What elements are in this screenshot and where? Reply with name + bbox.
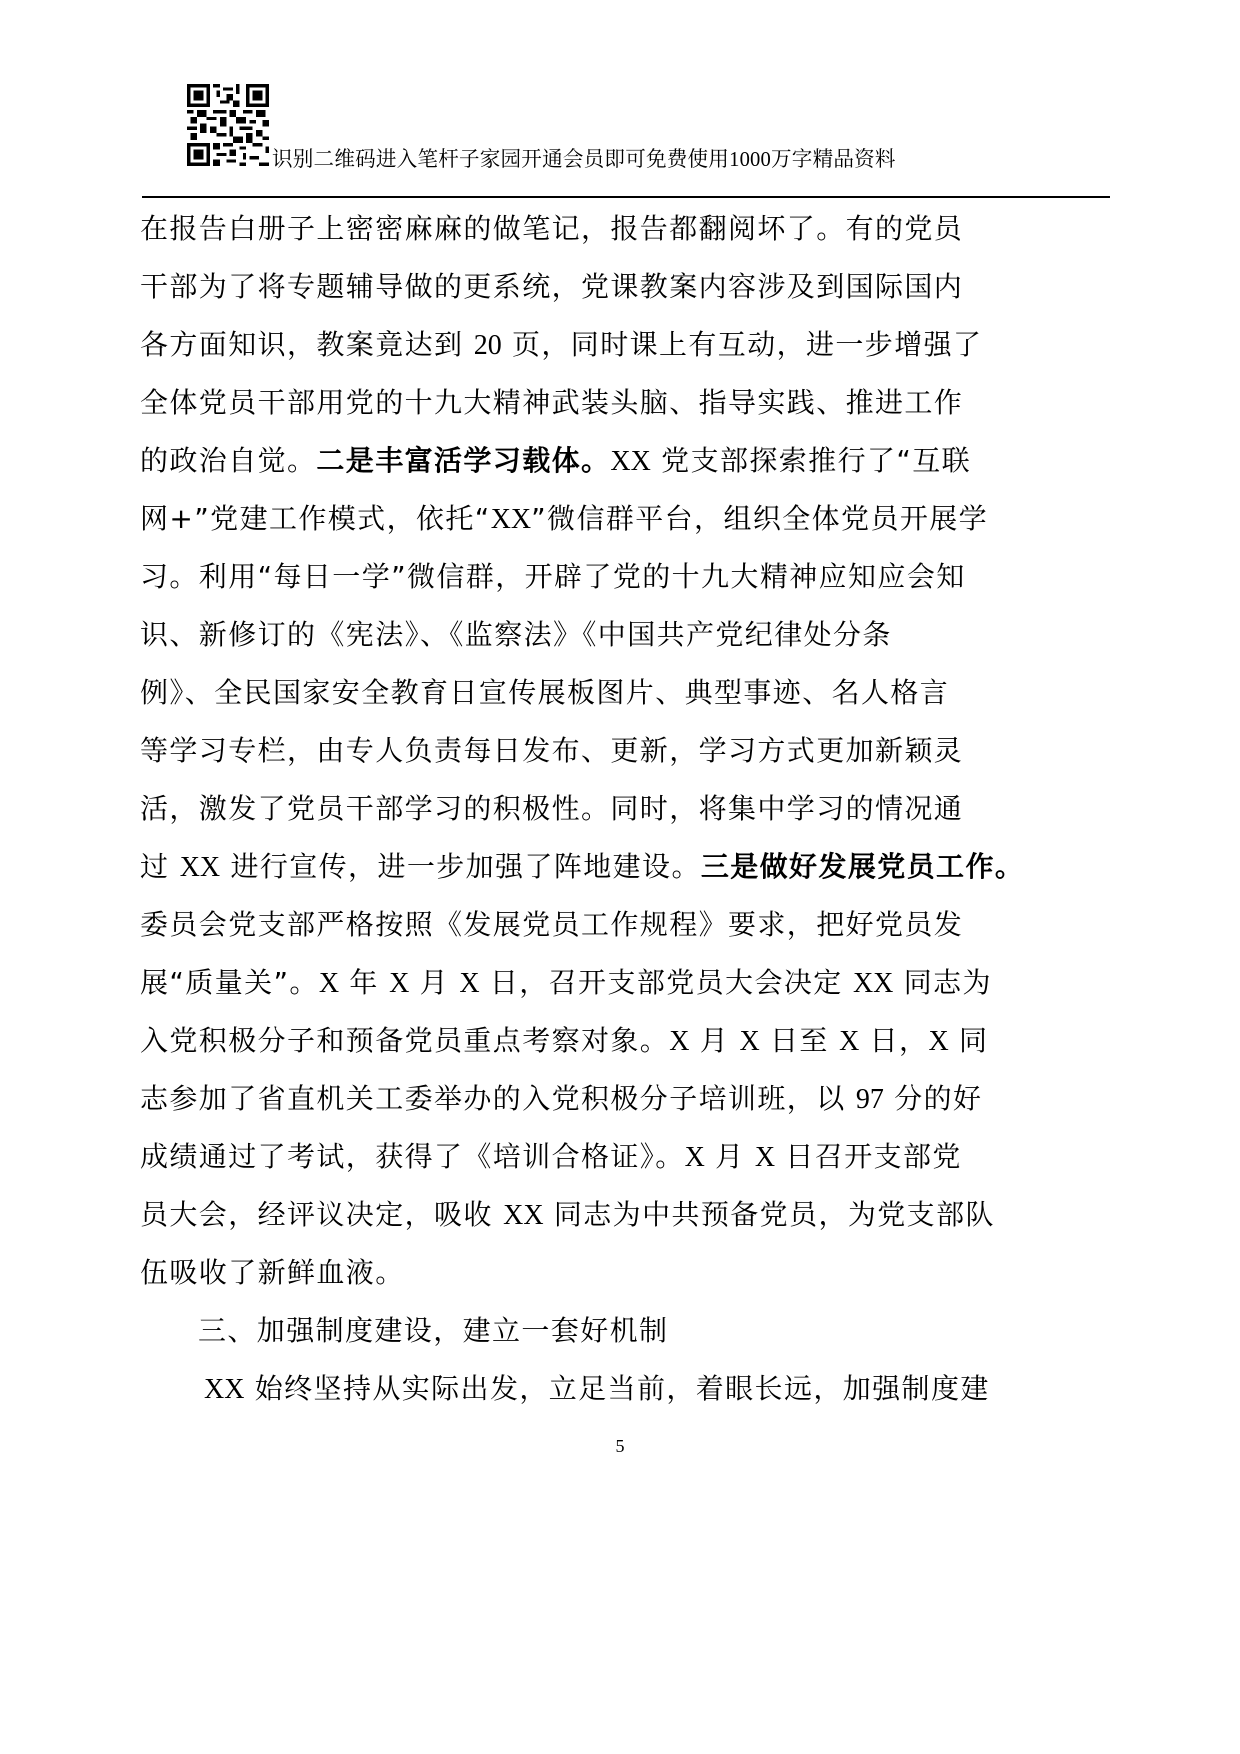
text-segment: 三、加强制度建设，建立一套好机制 [198,1314,669,1347]
text-segment: X [459,968,480,999]
paragraph-line [140,722,1115,780]
header-promo-suffix: 万字精品资料 [771,147,896,171]
text-segment: 页，同时课上有互动，进一步增强了 [501,328,983,361]
text-segment: 20 [473,330,502,361]
text-segment: 各方面知识，教案竟达到 [140,328,474,361]
text-segment: 活，激发了党员干部学习的积极性。同时，将集中学习的情况通 [140,792,964,825]
paragraph-line [140,432,1115,490]
text-segment: X [389,968,410,999]
paragraph-line [140,896,1115,954]
section-line [140,1302,1115,1360]
text-segment: 网+”党建工作模式，依托“ [140,502,491,535]
text-segment: 员大会，经评议决定，吸收 [140,1198,504,1231]
text-segment: ”微信群平台，组织全体党员开展学 [531,502,989,535]
text-segment: 进行宣传，进一步加强了阵地建设。 [220,850,701,883]
paragraph-line [140,780,1115,838]
text-segment: 日，召开支部党员大会决定 [479,966,853,999]
paragraph-line [140,1244,1115,1302]
text-segment: 委员会党支部严格按照《发展党员工作规程》要求，把好党员发 [140,908,964,941]
text-segment: 等学习专栏，由专人负责每日发布、更新，学习方式更加新颖灵 [140,734,964,767]
text-segment: XX [490,504,532,535]
paragraph-line [140,1012,1115,1070]
section-line [140,1360,1115,1418]
text-segment: 例》、全民国家安全教育日宣传展板图片、典型事迹、名人格言 [140,676,950,709]
text-segment: X [839,1026,860,1057]
text-segment: 展“质量关”。 [140,966,319,999]
paragraph-line [140,606,1115,664]
bold-heading-text: 三是做好发展党员工作。 [700,850,1025,883]
text-segment: 始终坚持从实际出发，立足当前，着眼长远，加强制度建 [244,1372,990,1405]
paragraph-line [140,548,1115,606]
text-segment: 党支部探索推行了“互联 [650,444,972,477]
text-segment: 全体党员干部用党的十九大精神武装头脑、指导实践、推进工作 [140,386,964,419]
text-segment: 日至 [759,1024,840,1057]
header-divider [142,196,1110,198]
header-promo-number: 1000 [729,147,772,171]
paragraph-line [140,258,1115,316]
text-segment: 志参加了省直机关工委举办的入党积极分子培训班，以 [140,1082,856,1115]
text-segment: 年 [339,966,390,999]
paragraph-line [140,316,1115,374]
text-segment: X [754,1142,776,1173]
text-segment: X [928,1026,949,1057]
text-segment: 日， [859,1024,929,1057]
text-segment: 干部为了将专题辅导做的更系统，党课教案内容涉及到国际国内 [140,270,964,303]
paragraph-line [140,200,1115,258]
text-segment: 月 [689,1024,740,1057]
text-segment: 习。利用“每日一学”微信群，开辟了党的十九大精神应知应会知 [140,560,966,593]
text-segment: 同志为中共预备党员，为党支部队 [543,1198,995,1231]
text-segment: 97 [855,1084,884,1115]
text-segment: XX [610,446,651,477]
text-segment: 入党积极分子和预备党员重点考察对象。 [140,1024,670,1057]
text-segment: XX [852,968,894,999]
header-promo-text [272,146,896,172]
text-segment: X [739,1026,760,1057]
paragraph-line [140,374,1115,432]
text-segment: 的政治自觉。 [140,444,317,477]
text-segment: X [669,1026,690,1057]
paragraph-line [140,664,1115,722]
header-promo-prefix: 识别二维码进入笔杆子家园开通会员即可免费使用 [272,147,730,171]
paragraph-line [140,1128,1115,1186]
text-segment: 分的好 [883,1082,983,1115]
text-segment: X [318,968,340,999]
paragraph-line [140,838,1115,896]
text-segment: 月 [409,966,460,999]
paragraph-line [140,1186,1115,1244]
text-segment: XX [179,852,221,883]
text-segment: 伍吸收了新鲜血液。 [140,1256,405,1289]
bold-heading-text: 二是丰富活学习载体。 [316,444,611,477]
text-segment: 日召开支部党 [775,1140,962,1173]
document-body [140,200,1115,1418]
text-segment: 同志为 [893,966,992,999]
paragraph-line [140,490,1115,548]
text-segment: XX [503,1200,544,1231]
text-segment: 同 [948,1024,989,1057]
text-segment: 成绩通过了考试，获得了《培训合格证》。 [140,1140,685,1173]
text-segment: 在报告白册子上密密麻麻的做笔记，报告都翻阅坏了。有的党员 [140,212,964,245]
qr-code-icon[interactable] [186,84,270,166]
text-segment: 过 [140,850,180,883]
text-segment: 月 [704,1140,755,1173]
paragraph-line [140,1070,1115,1128]
text-segment: XX [204,1374,245,1405]
paragraph-line [140,954,1115,1012]
text-segment: X [684,1142,705,1173]
text-segment: 识、新修订的《宪法》、《监察法》《中国共产党纪律处分条 [140,618,892,651]
page-number: 5 [615,1436,625,1456]
